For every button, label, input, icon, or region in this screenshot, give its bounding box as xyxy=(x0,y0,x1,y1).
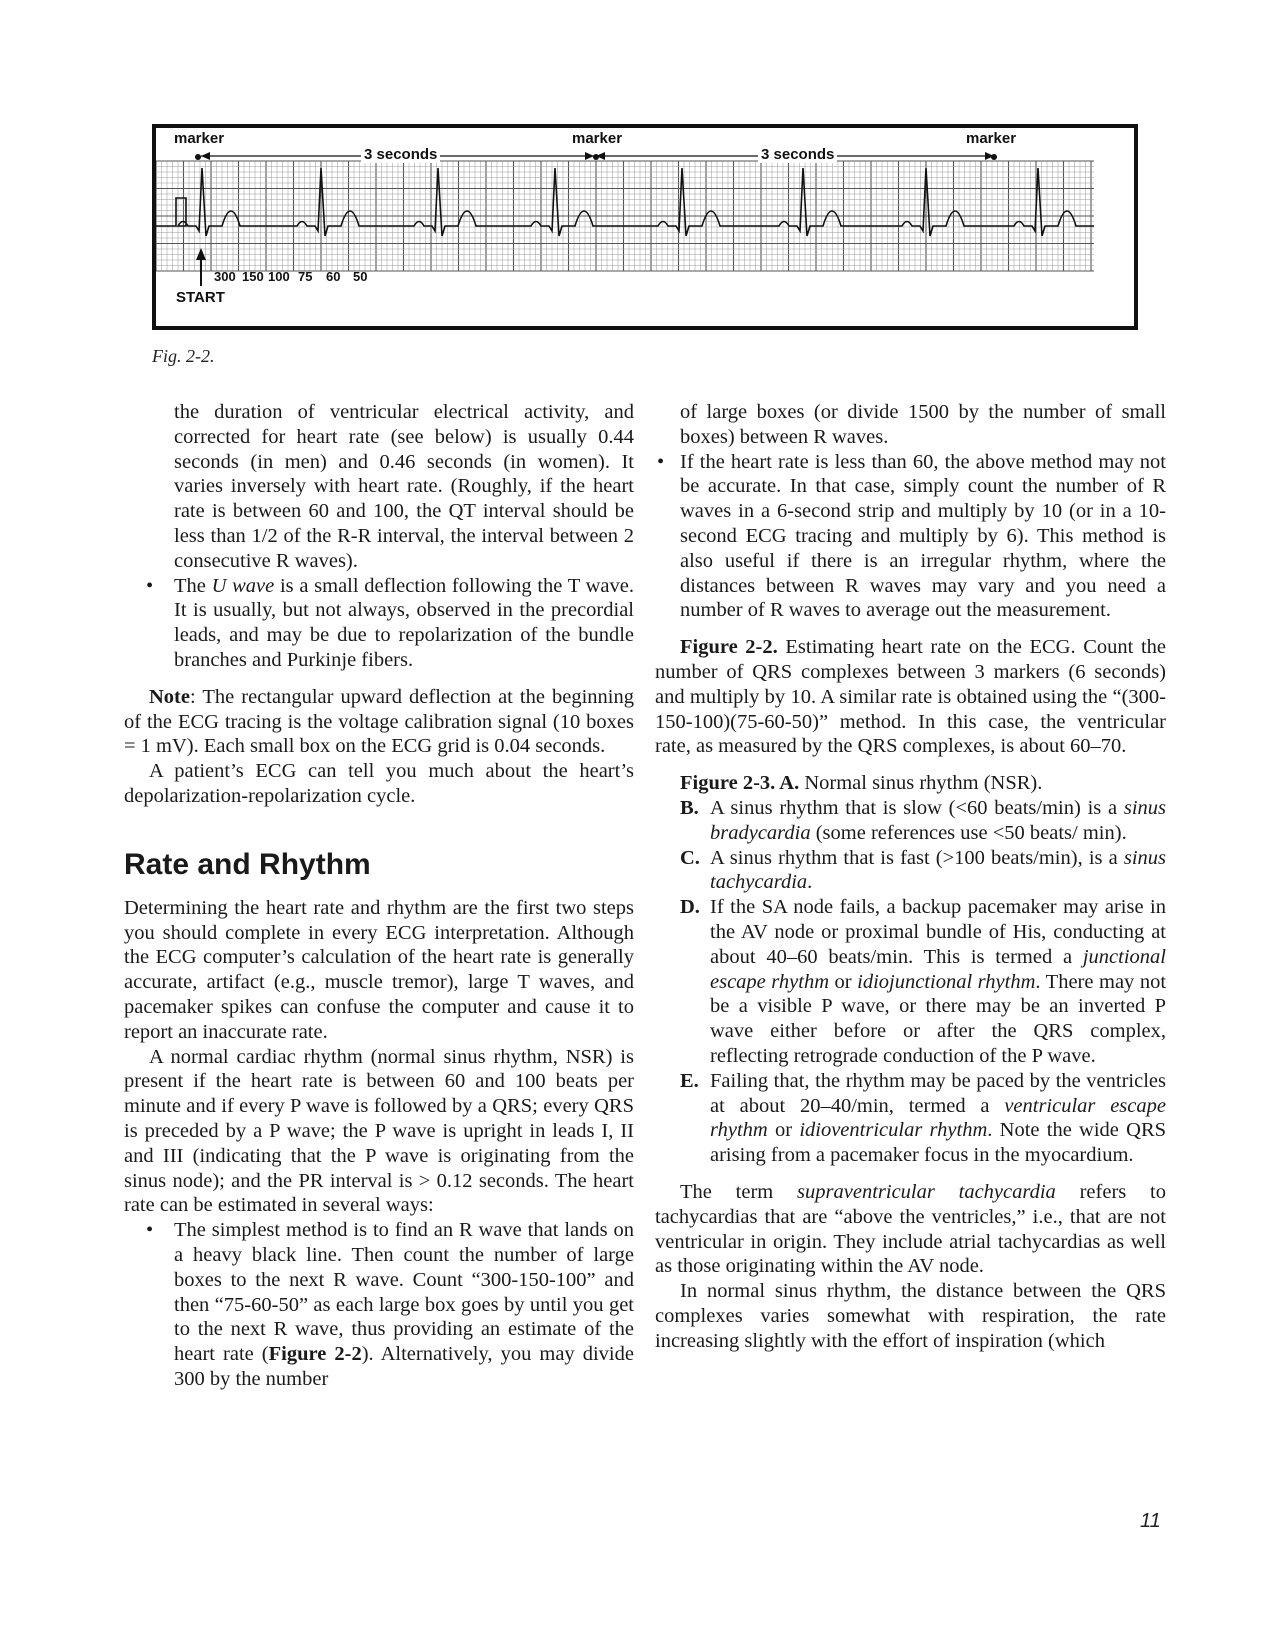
legend-item-c xyxy=(655,846,1166,896)
text: The xyxy=(174,574,212,597)
text: . xyxy=(807,871,813,894)
term: junctional escape rhythm xyxy=(710,945,1166,993)
text: or xyxy=(829,970,858,993)
text: The term xyxy=(680,1180,798,1203)
simple-method-bullet xyxy=(124,1218,634,1392)
note-paragraph xyxy=(124,685,634,759)
text: refers to tachycardias that are “above the ventricles,” i.e., that are not ventricular in origin. They include atrial tachycardias as well as those originating within the AV node. xyxy=(655,1180,1166,1278)
text: The simplest method is to find an R wave that lands on a heavy black line. Then count the number of large boxes to the next R wave. Count “300-150-100” and then “75-60-50” as each large box goes by until you get to the next R wave, thus providing an estimate of the heart rate ( xyxy=(174,1219,634,1366)
figure-2-2-legend xyxy=(655,635,1166,759)
legend-item-e xyxy=(655,1069,1166,1168)
rate-scale-label: 60 xyxy=(326,269,341,284)
bullet-continuation: of large boxes (or divide 1500 by the number of small boxes) between R waves. xyxy=(680,401,1166,448)
qt-bullet-continuation: the duration of ventricular electrical activity, and corrected for heart rate (see below) is usually 0.44 seconds (in men) and 0.46 seconds (in women). It varies inversely with heart rate. (Roughly, if the heart rate is between 60 and 100, the QT interval should be less than 1/2 of the R-R interval, the interval between 2 consecutive R waves). xyxy=(174,401,634,572)
start-label: START xyxy=(176,289,225,306)
term: sinus tachycardia xyxy=(710,846,1166,894)
nsr-paragraph: A normal cardiac rhythm (normal sinus rhythm, NSR) is present if the heart rate is between 60 and 100 beats per minute and if every P wave is followed by a QRS; every QRS is preceded by a P wave; the P wave is upright in leads I, II and III (indicating that the P wave is originating from the sinus node); and the PR interval is > 0.12 seconds. The heart rate can be estimated in several ways: xyxy=(124,1045,634,1217)
rate-scale-label: 100 xyxy=(268,269,290,284)
ecg-strip-graphic xyxy=(156,128,1134,326)
slow-rate-bullet xyxy=(655,450,1166,624)
determine-paragraph: Determining the heart rate and rhythm are the first two steps you should complete in every ECG interpretation. Although the ECG computer’s calculation of the heart rate is generally accurate, artifact (e.g., muscle tremor), large T waves, and pacemaker spikes can confuse the computer and cause it to report an inaccurate rate. xyxy=(124,896,634,1043)
ecg-grid xyxy=(156,161,1094,271)
bullet-dot: • xyxy=(146,574,154,597)
cycle-paragraph: A patient’s ECG can tell you much about the heart’s depolarization-repolarization cycle. xyxy=(124,760,634,807)
rate-scale-label: 300 xyxy=(214,269,236,284)
text: Failing that, the rhythm may be paced by the ventricles at about 20–40/min, termed a xyxy=(710,1069,1166,1117)
legend-item-d xyxy=(655,895,1166,1069)
slow-rate-list xyxy=(655,450,1166,624)
rate-scale-label: 150 xyxy=(242,269,264,284)
marker-label-3: marker xyxy=(966,130,1017,147)
figure-label: Figure 2-3. A. xyxy=(680,772,800,795)
text: If the heart rate is less than 60, the above method may not be accurate. In that case, simply count the number of R waves in a 6-second strip and multiply by 10 (or in a 10-second ECG tracing and multiply by 6). This method is also useful if there is an irregular rhythm, where the distances between R waves may vary and you need a number of R waves to average out the measurement. xyxy=(680,450,1166,622)
rate-methods-list xyxy=(124,1218,634,1392)
term: supraventricular tachycardia xyxy=(797,1180,1056,1203)
u-wave-term: U wave xyxy=(211,574,275,597)
bullet-dot: • xyxy=(657,450,665,473)
term: ventricular escape rhythm xyxy=(710,1094,1166,1142)
respiration-paragraph: In normal sinus rhythm, the distance between the QRS complexes varies somewhat with respiration, the rate increasing slightly with the effort of inspiration (which xyxy=(655,1280,1166,1352)
legend-item-b xyxy=(655,796,1166,846)
text: Normal sinus rhythm (NSR). xyxy=(799,772,1043,795)
text: (some references use <50 beats/ min). xyxy=(810,821,1127,844)
text: A sinus rhythm that is slow (<60 beats/min) is a xyxy=(710,796,1124,819)
figure-2-3-legend xyxy=(655,771,1166,796)
interval-label-1: 3 seconds xyxy=(361,146,440,163)
figure-label: Figure 2-2. xyxy=(680,636,778,659)
section-heading: Rate and Rhythm xyxy=(124,847,371,881)
item-letter: C. xyxy=(680,846,700,869)
figure-caption: Fig. 2-2. xyxy=(152,346,215,366)
text: or xyxy=(767,1119,800,1142)
item-letter: E. xyxy=(680,1069,699,1092)
marker-label-2: marker xyxy=(572,130,623,147)
text: . Note the wide QRS arising from a pacemaker focus in the myocardium. xyxy=(710,1119,1167,1167)
interval-label-2: 3 seconds xyxy=(758,146,837,163)
figure-ref: Figure 2-2 xyxy=(268,1343,362,1366)
svt-paragraph xyxy=(655,1180,1166,1279)
figure-2-3-items xyxy=(655,796,1166,1168)
item-letter: D. xyxy=(680,896,700,919)
start-arrow xyxy=(196,248,206,286)
text: : The rectangular upward deflection at the beginning of the ECG tracing is the voltage calibration signal (10 boxes = 1 mV). Each small box on the ECG grid is 0.04 seconds. xyxy=(124,685,634,758)
text: If the SA node fails, a backup pacemaker may arise in the AV node or proximal bundle of His, conducting at about 40–60 beats/min. This is termed a xyxy=(710,896,1166,968)
term: sinus bradycardia xyxy=(710,796,1166,844)
right-column xyxy=(655,400,1166,1353)
term: idiojunctional rhythm xyxy=(857,970,1036,993)
bullet-dot: • xyxy=(146,1219,154,1242)
u-wave-bullet xyxy=(124,574,634,673)
left-column xyxy=(124,400,634,1392)
ecg-figure xyxy=(152,124,1138,330)
item-letter: B. xyxy=(680,796,699,819)
text: Estimating heart rate on the ECG. Count the number of QRS complexes between 3 markers (6 seconds) and multiply by 10. A similar rate is obtained using the “(300-150-100)(75-60-50)” method. In this case, the ventricular rate, as measured by the QRS complexes, is about 60–70. xyxy=(655,636,1166,758)
page-number: 11 xyxy=(1140,1510,1161,1532)
rate-scale-label: 75 xyxy=(298,269,313,284)
interval-arrows xyxy=(195,152,997,160)
text: is a small deflection following the T wave. It is usually, but not always, observed in the precordial leads, and may be due to repolarization of the bundle branches and Purkinje fibers. xyxy=(174,574,634,671)
text: A sinus rhythm that is fast (>100 beats/min), is a xyxy=(710,846,1124,869)
note-label: Note xyxy=(149,685,190,708)
marker-label-1: marker xyxy=(174,130,225,147)
text: ). Alternatively, you may divide 300 by the number xyxy=(174,1343,634,1390)
text: . There may not be a visible P wave, or there may be an inverted P wave either before or after the QRS complex, reflecting retrograde conduction of the P wave. xyxy=(710,970,1167,1067)
term: idioventricular rhythm xyxy=(799,1119,988,1142)
rate-scale-label: 50 xyxy=(353,269,368,284)
u-wave-list xyxy=(124,574,634,673)
